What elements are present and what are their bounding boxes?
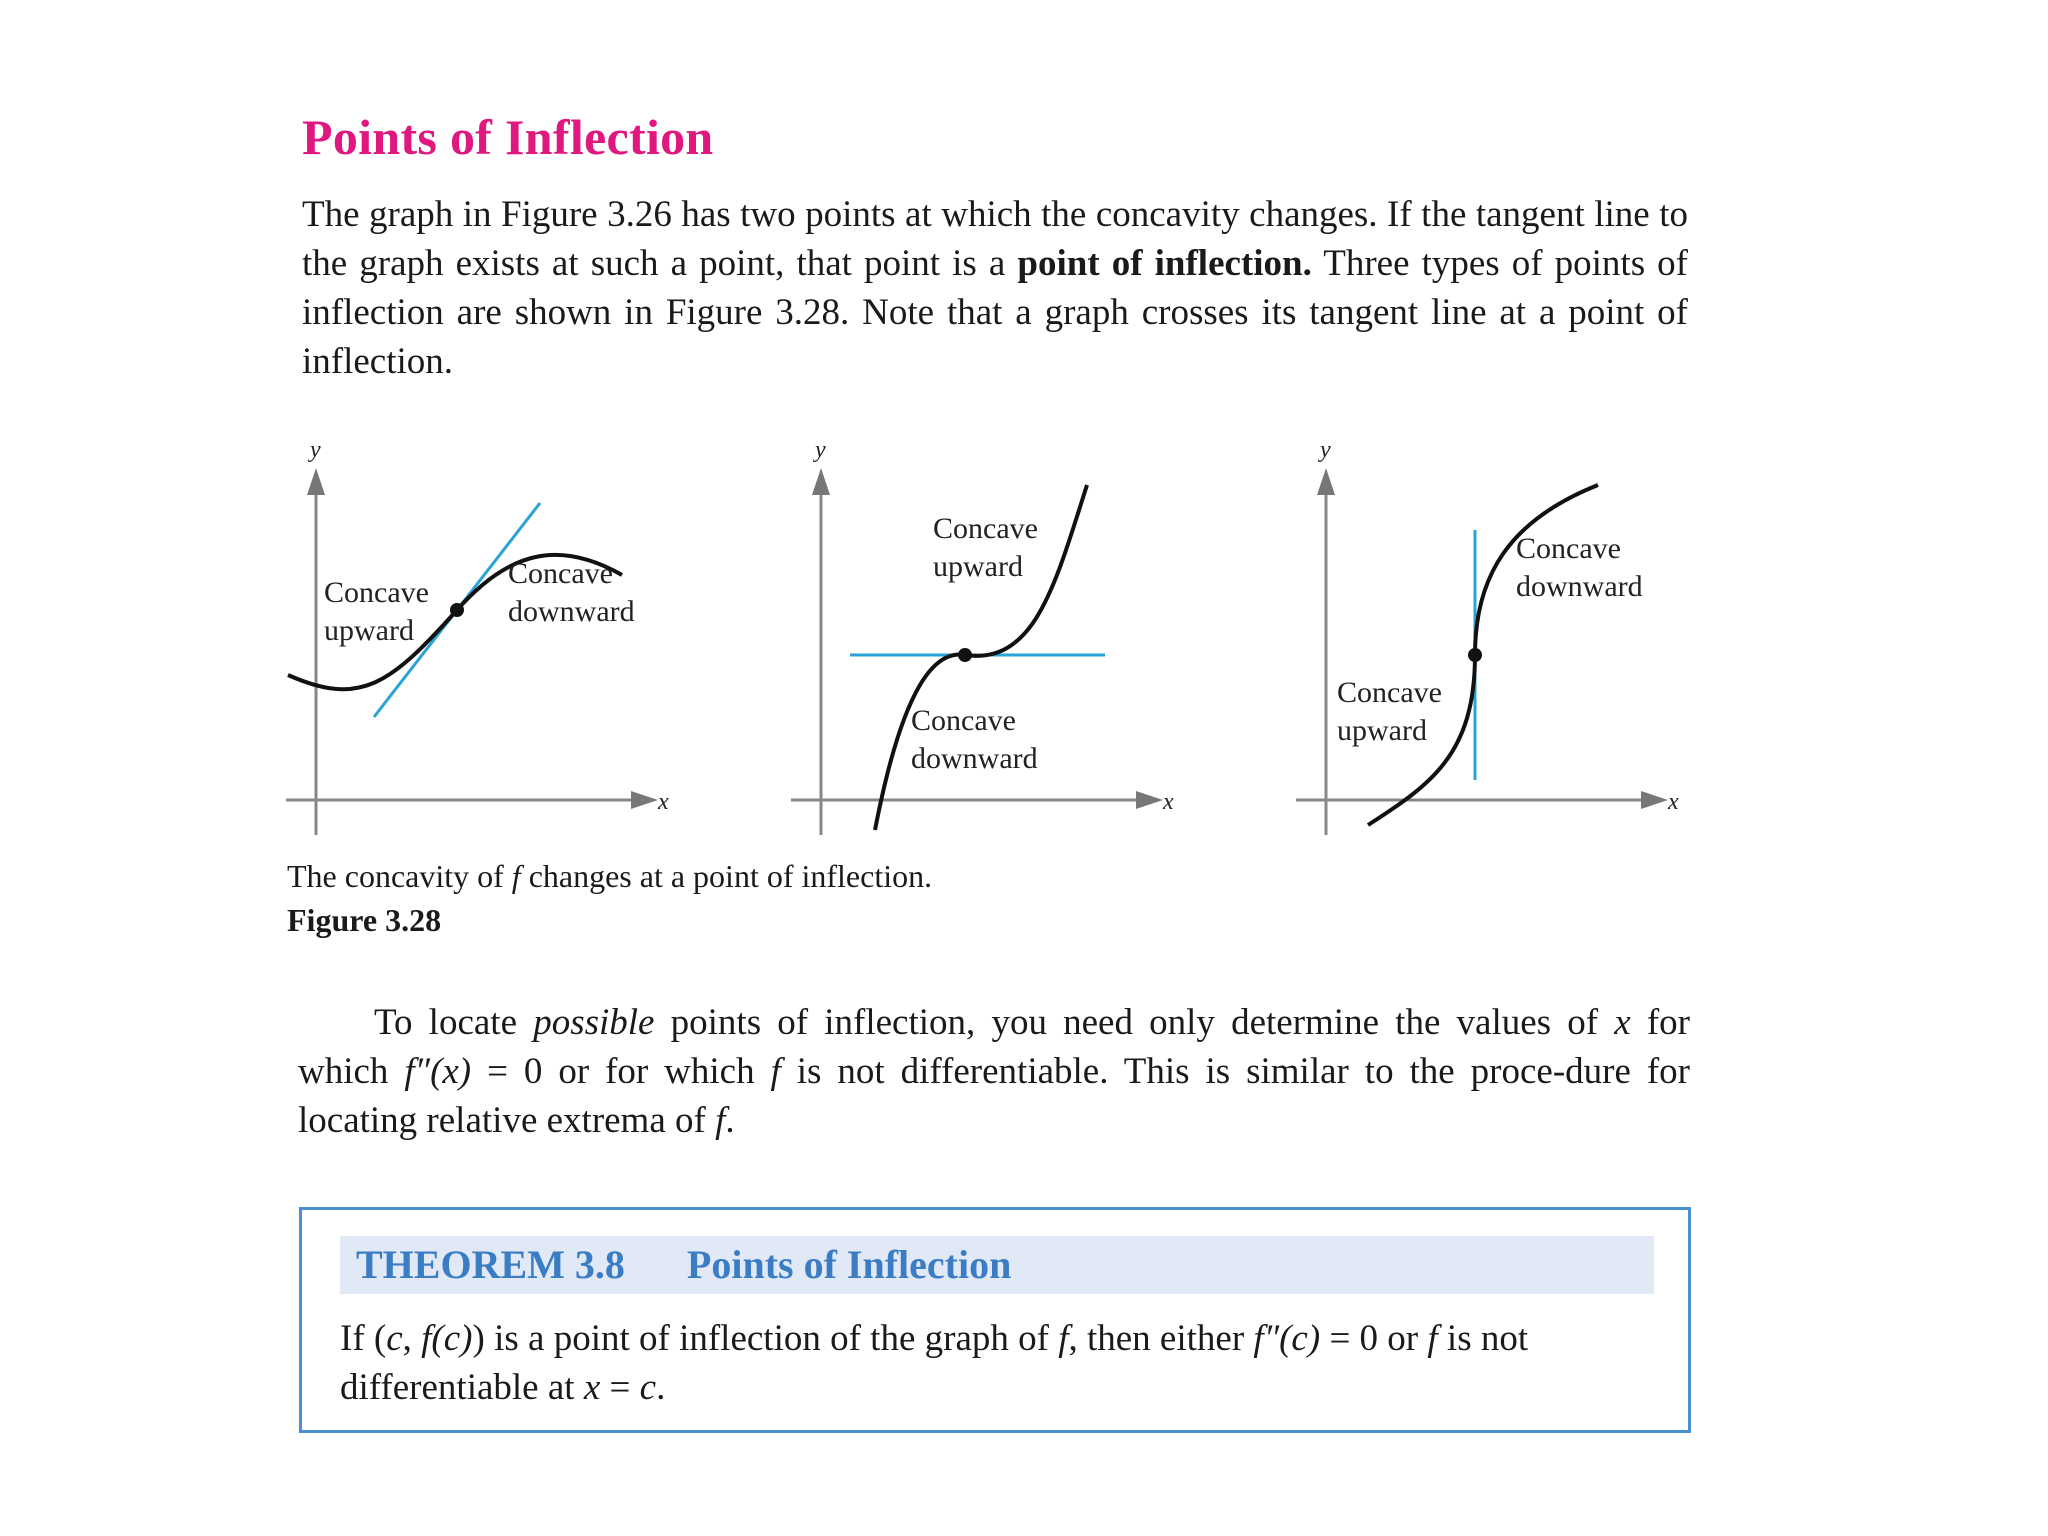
label-concave-upward: Concave upward xyxy=(933,512,1038,583)
x-axis-label: x xyxy=(1668,789,1679,815)
inflection-point xyxy=(1468,648,1482,662)
locate-paragraph: To locate possible points of inflection, you need only determine the values of x for which f″(x) = 0 or for which f is not differentiable. This is similar to the proce-dure for locating relative extrema of f. xyxy=(298,1002,1690,1141)
x-axis-label: x xyxy=(1163,789,1174,815)
theorem-box xyxy=(299,1207,1691,1433)
theorem-statement: If (c, f(c)) is a point of inflection of the graph of f, then either f″(c) = 0 or f is not differentiable at x = c. xyxy=(340,1318,1529,1408)
graph-tangent-slanted xyxy=(270,425,690,835)
inflection-point xyxy=(958,648,972,662)
theorem-header xyxy=(340,1236,1654,1294)
caption-text: The concavity of f changes at a point of inflection. xyxy=(287,858,933,894)
figure-number: Figure 3.28 xyxy=(287,902,442,938)
graph-tangent-vertical xyxy=(1280,425,1700,835)
label-concave-upward: Concave upward xyxy=(324,576,429,647)
label-concave-downward: Concave downward xyxy=(911,704,1038,775)
x-axis-label: x xyxy=(658,789,669,815)
y-axis-label: y xyxy=(815,437,826,463)
label-concave-downward: Concave downward xyxy=(1516,532,1643,603)
label-concave-downward: Concave downward xyxy=(508,557,635,628)
intro-paragraph xyxy=(302,190,1688,386)
term-point-of-inflection: point of inflection. xyxy=(1017,243,1312,284)
y-axis-label: y xyxy=(1320,437,1331,463)
y-axis-label: y xyxy=(310,437,321,463)
figure-3-28 xyxy=(270,425,1730,845)
intro-text-1: The graph in Figure 3.26 has two points at which the concavity changes. If the tangent line to the graph exists at such a point, that point is a xyxy=(302,194,1688,284)
figure-caption xyxy=(287,854,932,942)
section-heading: Points of Inflection xyxy=(302,109,714,165)
graph-tangent-horizontal xyxy=(775,425,1195,835)
label-concave-upward: Concave upward xyxy=(1337,676,1442,747)
theorem-title: Points of Inflection xyxy=(686,1242,1012,1287)
theorem-number: THEOREM 3.8 xyxy=(356,1242,625,1287)
intro-text-2: Three types of points of inflection are shown in Figure 3.28. Note that a graph crosses its tangent line at a point of inflection. xyxy=(302,243,1688,382)
inflection-point xyxy=(450,603,464,617)
